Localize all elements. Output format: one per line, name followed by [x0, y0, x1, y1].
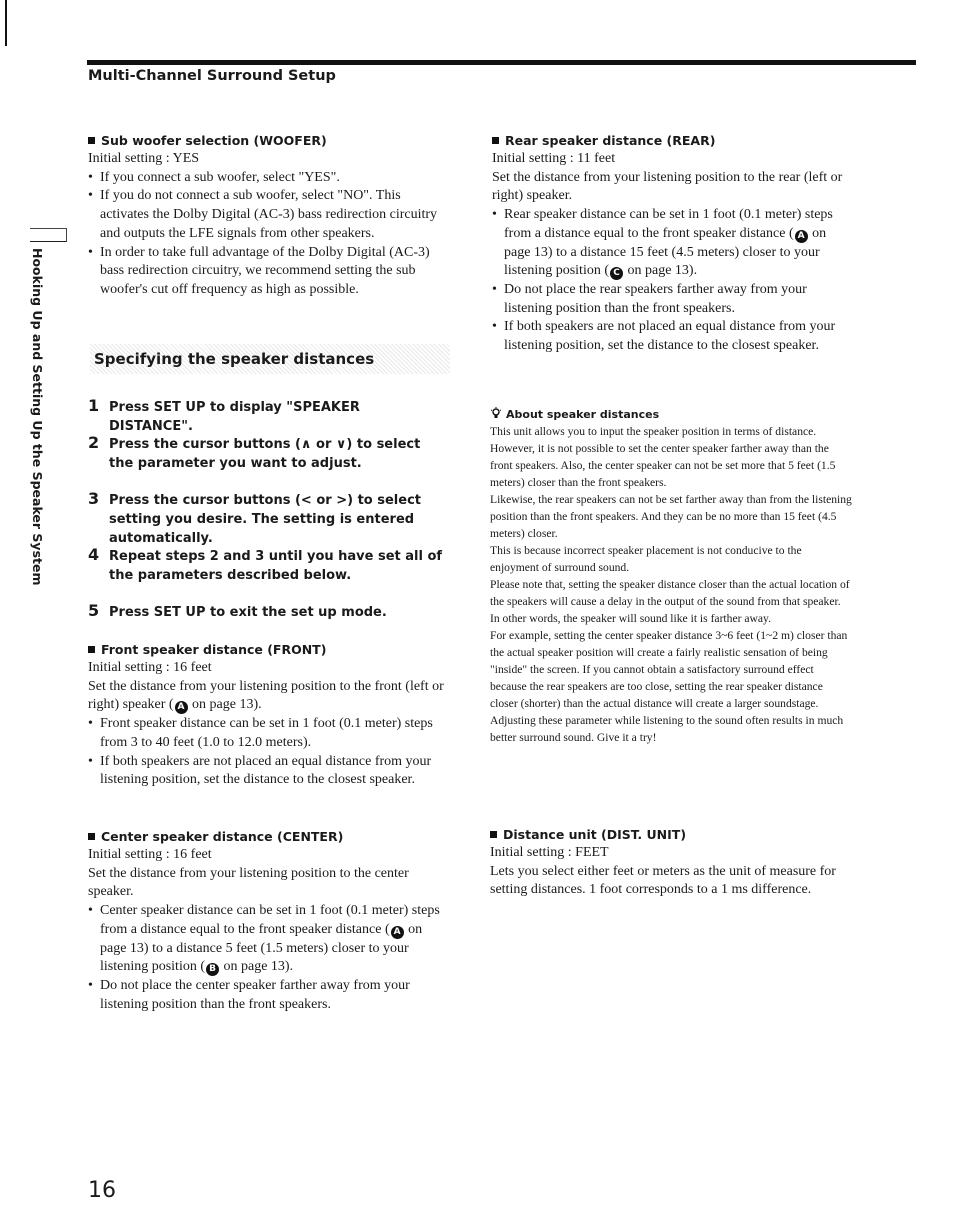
- ref-a-icon: A: [391, 926, 404, 939]
- page-header: Multi-Channel Surround Setup: [88, 68, 336, 84]
- center-heading: Center speaker distance (CENTER): [88, 828, 448, 846]
- step-text: Press SET UP to display "SPEAKER DISTANCE".: [109, 400, 360, 434]
- side-tab-marker: [30, 228, 67, 242]
- woofer-bullet: • If you connect a sub woofer, select "YES".: [88, 169, 448, 188]
- step-4: [88, 547, 448, 585]
- rear-description: Set the distance from your listening position to the rear (left or right) speaker.: [492, 169, 843, 204]
- rear-section: [492, 132, 854, 356]
- unit-heading: Distance unit (DIST. UNIT): [490, 826, 852, 844]
- square-bullet-icon: [88, 137, 95, 144]
- side-tab: [27, 248, 49, 598]
- front-section: [88, 641, 448, 790]
- side-tab-label: Hooking Up and Setting Up the Speaker System: [30, 248, 45, 586]
- step-5: [88, 603, 448, 622]
- step-number: 1: [88, 396, 100, 415]
- note-section: [490, 407, 852, 746]
- center-section: [88, 828, 448, 1014]
- step-text: Press the cursor buttons (< or >) to select setting you desire. The setting is entered automatically.: [109, 493, 421, 546]
- section-title: Specifying the speaker distances: [90, 344, 450, 374]
- woofer-bullet: • In order to take full advantage of the Dolby Digital (AC-3) bass redirection circuitry, we recommend setting the sub woofer's cut off frequency as high as possible.: [88, 244, 448, 300]
- step-2: [88, 435, 448, 473]
- center-initial: Initial setting : 16 feet: [88, 847, 212, 862]
- note-paragraph: Adjusting these parameter while listening to the sound often results in much better surround sound. Give it a try!: [490, 714, 844, 744]
- step-text: Press the cursor buttons (∧ or ∨) to select the parameter you want to adjust.: [109, 437, 421, 471]
- step-number: 5: [88, 601, 100, 620]
- page-number: 16: [88, 1178, 116, 1203]
- unit-section: [490, 826, 852, 900]
- woofer-initial: Initial setting : YES: [88, 151, 200, 166]
- center-bullet: • Center speaker distance can be set in 1 foot (0.1 meter) steps from a distance equal to the front speaker distance ( A on page 13) to a distance 5 feet (1.5 meters) closer to your listening position ( B on page 13).: [88, 902, 448, 977]
- note-paragraph: For example, setting the center speaker distance 3~6 feet (1~2 m) closer than the actual speaker position will create a fairly realistic sensation of being "inside" the screen. If you cannot obtain a satisfactory surround effect because the rear speakers are too close, setting the rear speaker distance closer (shorter) than the actual distance will create a larger soundstage.: [490, 629, 848, 710]
- ref-a-icon: A: [175, 701, 188, 714]
- step-1: [88, 398, 448, 436]
- rear-bullet: • If both speakers are not placed an equal distance from your listening position, set the distance to the closest speaker.: [492, 318, 854, 355]
- step-text: Press SET UP to exit the set up mode.: [109, 605, 387, 620]
- step-number: 4: [88, 545, 100, 564]
- square-bullet-icon: [88, 646, 95, 653]
- rear-initial: Initial setting : 11 feet: [492, 151, 616, 166]
- lightbulb-icon: [490, 407, 502, 420]
- square-bullet-icon: [88, 833, 95, 840]
- front-bullet: • Front speaker distance can be set in 1 foot (0.1 meter) steps from 3 to 40 feet (1.0 to 12.0 meters).: [88, 715, 448, 752]
- rear-heading: Rear speaker distance (REAR): [492, 132, 854, 150]
- note-heading: About speaker distances: [490, 407, 852, 423]
- step-number: 2: [88, 433, 100, 452]
- note-paragraph: Likewise, the rear speakers can not be set farther away than from the listening position than the front speakers. And they can be no more than 15 feet (4.5 meters) closer.: [490, 493, 852, 540]
- rear-bullet: • Rear speaker distance can be set in 1 foot (0.1 meter) steps from a distance equal to the front speaker distance ( A on page 13) to a distance 15 feet (4.5 meters) closer to your listening position ( C on page 13).: [492, 206, 854, 281]
- ref-b-icon: B: [206, 963, 219, 976]
- note-paragraph: This unit allows you to input the speaker position in terms of distance. However, it is not possible to set the center speaker farther away than the front speakers. Also, the center speaker can not be set more that 5 feet (1.5 meters) closer than the front speakers.: [490, 425, 836, 489]
- step-3: [88, 491, 448, 548]
- front-bullet: • If both speakers are not placed an equal distance from your listening position, set the distance to the closest speaker.: [88, 753, 448, 790]
- ref-c-icon: C: [610, 267, 623, 280]
- front-initial: Initial setting : 16 feet: [88, 660, 212, 675]
- header-rule: [87, 60, 916, 65]
- note-paragraph: This is because incorrect speaker placement is not conducive to the enjoyment of surround sound.: [490, 544, 802, 574]
- square-bullet-icon: [490, 831, 497, 838]
- front-heading: Front speaker distance (FRONT): [88, 641, 448, 659]
- center-description: Set the distance from your listening position to the center speaker.: [88, 865, 409, 900]
- square-bullet-icon: [492, 137, 499, 144]
- rear-bullet: • Do not place the rear speakers farther away from your listening position than the front speakers.: [492, 281, 854, 318]
- center-bullet: • Do not place the center speaker farther away from your listening position than the front speakers.: [88, 977, 448, 1014]
- step-text: Repeat steps 2 and 3 until you have set all of the parameters described below.: [109, 549, 443, 583]
- crop-mark: [5, 0, 7, 46]
- step-number: 3: [88, 489, 100, 508]
- unit-description: Lets you select either feet or meters as the unit of measure for setting distances. 1 foot corresponds to a 1 ms difference.: [490, 863, 836, 898]
- front-description: Set the distance from your listening position to the front (left or right) speaker ( A on page 13).: [88, 678, 444, 713]
- woofer-heading: Sub woofer selection (WOOFER): [88, 132, 448, 150]
- note-paragraph: Please note that, setting the speaker distance closer than the actual location of the speakers will cause a delay in the output of the sound from that speaker. In other words, the speaker will sound like it is farther away.: [490, 578, 850, 625]
- ref-a-icon: A: [795, 230, 808, 243]
- woofer-bullet: • If you do not connect a sub woofer, select "NO". This activates the Dolby Digital (AC-3) bass redirection circuitry and outputs the LFE signals from other speakers.: [88, 187, 448, 243]
- unit-initial: Initial setting : FEET: [490, 845, 609, 860]
- woofer-section: [88, 132, 448, 300]
